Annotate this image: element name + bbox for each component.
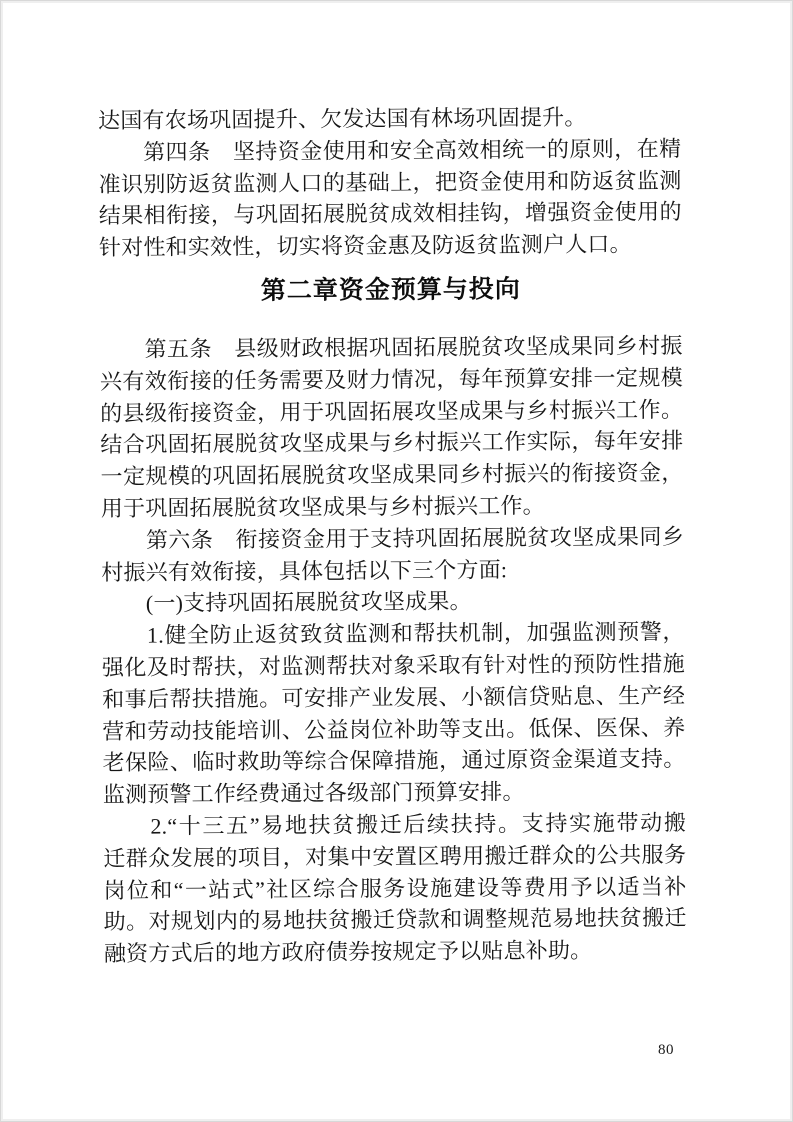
text-line: 第五条 县级财政根据巩固拓展脱贫攻坚成果同乡村振: [99, 332, 683, 362]
text-line: 和事后帮扶措施。可安排产业发展、小额信贷贴息、生产经: [102, 682, 686, 712]
text-line: 第六条 衔接资金用于支持巩固拓展脱贫攻坚成果同乡: [100, 523, 685, 553]
text-line: 结果相衔接，与巩固拓展脱贫成效相挂钩，增强资金使用的: [98, 199, 682, 229]
text-line: 村振兴有效衔接，具体包括以下三个方面:: [101, 556, 508, 585]
text-line: 的县级衔接资金，用于巩固拓展攻坚成果与乡村振兴工作。: [100, 396, 684, 426]
text-line: 准识别防返贫监测人口的基础上，把资金使用和防返贫监测: [98, 167, 682, 197]
text-line: 老保险、临时救助等综合保障措施，通过原资金渠道支持。: [102, 746, 686, 776]
text-line: 强化及时帮扶，对监测帮扶对象采取有针对性的预防性措施: [101, 650, 685, 680]
text-line: 营和劳动技能培训、公益岗位补助等支出。低保、医保、养: [102, 714, 686, 744]
text-line: 结合巩固拓展脱贫攻坚成果与乡村振兴工作实际，每年安排: [100, 428, 684, 458]
text-line: 融资方式后的地方政府债券按规定予以贴息补助。: [103, 937, 593, 967]
text-line: (一)支持巩固拓展脱贫攻坚成果。: [101, 588, 472, 617]
text-line: 监测预警工作经费通过各级部门预算安排。: [102, 779, 525, 808]
text-line: 用于巩固拓展脱贫攻坚成果与乡村振兴工作。: [100, 492, 545, 521]
text-line: 1.健全防止返贫致贫监测和帮扶机制，加强监测预警，: [101, 619, 685, 649]
page-number: 80: [658, 1042, 674, 1058]
text-line: 针对性和实效性，切实将资金惠及防返贫监测户人口。: [98, 231, 632, 261]
text-line: 迁群众发展的项目，对集中安置区聘用搬迁群众的公共服务: [103, 841, 687, 871]
text-line: 达国有农场巩固提升、欠发达国有林场巩固提升。: [98, 104, 587, 133]
document-text: [98, 101, 687, 970]
text-line: 一定规模的巩固拓展脱贫攻坚成果同乡村振兴的衔接资金，: [100, 460, 684, 490]
section-heading: 第二章资金预算与投向: [260, 275, 521, 305]
text-line: 第四条 坚持资金使用和安全高效相统一的原则，在精: [98, 135, 682, 165]
text-line: 岗位和“一站式”社区综合服务设施建设等费用予以适当补: [103, 873, 687, 903]
text-line: 2.“十三五”易地扶贫搬迁后续扶持。支持实施带动搬: [102, 809, 687, 839]
text-line: 兴有效衔接的任务需要及财力情况，每年预算安排一定规模: [99, 364, 684, 394]
text-line: 助。对规划内的易地扶贫搬迁贷款和调整规范易地扶贫搬迁: [103, 905, 687, 935]
